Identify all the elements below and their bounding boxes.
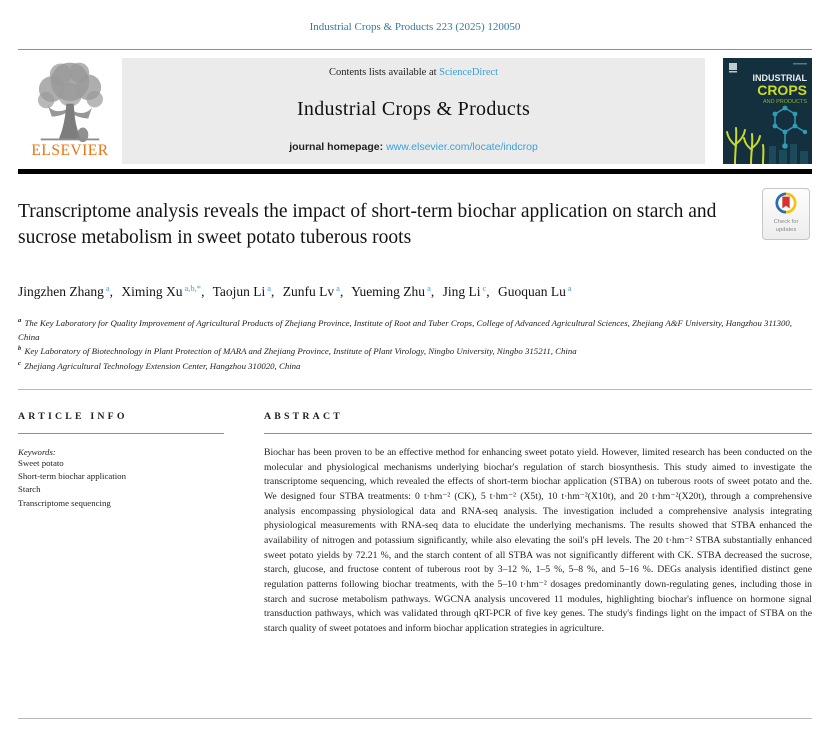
check-for-updates-badge[interactable] [762, 188, 810, 240]
affiliation-text: The Key Laboratory for Quality Improvement of Agricultural Products of Zhejiang Province, Institute of Root and Tuber Crops, College of Advanced Agricultural Sciences, Zhejiang A&F University, Hangzhou 311300, China [18, 317, 792, 342]
keyword: Transcriptome sequencing [18, 497, 111, 508]
info-abstract-section [18, 411, 812, 636]
author-separator: , [109, 284, 114, 300]
cover-title-line1: INDUSTRIAL [752, 73, 807, 83]
journal-name: Industrial Crops & Products [296, 98, 531, 120]
elsevier-logo [18, 58, 122, 164]
elsevier-wordmark: ELSEVIER [31, 142, 109, 159]
author-affiliation-sup: a [336, 282, 340, 293]
author-separator: , [271, 284, 275, 300]
cover-publisher-mark [729, 63, 737, 73]
affiliation-sup: c [18, 360, 21, 368]
keyword: Short-term biochar application [18, 471, 126, 482]
author [351, 284, 434, 299]
keyword: Starch [18, 484, 41, 495]
journal-cover-thumbnail [723, 58, 812, 164]
abstract-rule [264, 433, 812, 434]
author-name: Jingzhen Zhang [18, 284, 104, 300]
contents-line [329, 67, 498, 78]
author-separator: , [430, 284, 435, 300]
author [498, 284, 572, 299]
keywords-label: Keywords: [18, 447, 56, 458]
author [121, 284, 204, 299]
author-affiliation-sup: a [105, 282, 110, 293]
homepage-link[interactable]: www.elsevier.com/locate/indcrop [386, 141, 538, 153]
crossmark-label-line2: updates [775, 226, 797, 233]
sciencedirect-link[interactable]: ScienceDirect [439, 67, 499, 78]
masthead-divider [18, 169, 812, 174]
elsevier-tree-icon [24, 58, 116, 144]
title-section [18, 199, 812, 250]
page-bottom-divider [18, 718, 812, 719]
top-divider [18, 49, 812, 50]
author-separator: , [201, 284, 205, 300]
author-name: Yueming Zhu [351, 284, 426, 300]
homepage-label: journal homepage: [289, 141, 384, 153]
author-list [18, 280, 698, 304]
author-name: Zunfu Lv [282, 284, 335, 300]
author [283, 284, 344, 299]
author-affiliation-sup: a [427, 282, 431, 293]
article-title: Transcriptome analysis reveals the impact of short-term biochar application on starch and sucrose metabolism in sweet potato tuberous roots [18, 201, 717, 248]
affiliations [18, 316, 808, 374]
affiliation-sup: b [18, 345, 22, 353]
crossmark-label [765, 219, 807, 235]
author-affiliation-sup: c [482, 282, 487, 293]
author [443, 284, 490, 299]
affiliation-sup: a [18, 316, 22, 324]
article-first-page [0, 21, 835, 636]
affiliation-line [18, 316, 808, 345]
masthead [18, 58, 812, 164]
abstract-text: Biochar has been proven to be an effective method for enhancing sweet potato yield. However, limited research has been conducted on the molecular and physiological mechanisms underlying biochar's regulation of starch biosynthesis. This study aimed to investigate the transcriptome sequencing, which revealed the effects of short-term biochar application (STBA) on tuberous roots of sweet potato and the. We designed four STBA treatments: 0 t·hm⁻² (CK), 5 t·hm⁻² (X5t), 10 t·hm⁻²(X10t), and 20 t·hm⁻²(X20t), through a comprehensive analysis encompassing physiological data and RNA-seq analysis. The investigation included a comprehensive analysis integrating physiological measurements with RNA-seq data to elucidate the underlying mechanisms. The results showed that STBA enhanced the availability of nitrogen and potassium significantly, while also elevating the soil's pH levels. The 20 t·hm⁻² STBA substantially enhanced sweet potato yields by 72.21 %, and the starch content of all STBA was not significantly different with CK. STBA decreased the sucrose, starch, glucose, and fructose content of tuberous root by 3–12 %, 1–5 %, 5–8 %, and 5–16 %. DEGs analysis identified distinct gene regulation patterns following biochar treatments, with the 5–10 t·hm⁻² dosages predominantly down-regulating genes, including those in starch and sucrose metabolism pathways. WGCNA analysis uncovered 11 modules, highlighting biochar's influence on hormone signal transduction pathways, which was validated through qRT-PCR of five key genes. The study's findings light on the impact of STBA on the starch quality of sweet potatoes and inform biochar application strategies in agriculture. [264, 447, 812, 634]
keyword: Sweet potato [18, 458, 64, 469]
abstract-column [264, 411, 812, 636]
author-affiliation-sup: a [267, 282, 272, 293]
abstract-heading: ABSTRACT [264, 411, 343, 423]
author-name: Ximing Xu [121, 284, 183, 300]
author-name: Guoquan Lu [498, 284, 566, 300]
author-name: Taojun Li [212, 284, 266, 300]
cover-title-line2: CROPS [757, 82, 807, 98]
contents-prefix: Contents lists available at [328, 67, 437, 78]
cover-title-line3: AND PRODUCTS [762, 99, 807, 105]
author [18, 284, 113, 299]
journal-citation: Industrial Crops & Products 223 (2025) 120050 [309, 21, 521, 33]
article-info-heading: ARTICLE INFO [18, 411, 128, 423]
section-divider [18, 389, 812, 390]
article-info-rule [18, 433, 224, 434]
author-separator: , [339, 284, 344, 300]
article-info-column [18, 411, 236, 636]
author-affiliation-sup: a [567, 282, 572, 293]
crossmark-icon [775, 192, 797, 214]
affiliation-text: Zhejiang Agricultural Technology Extension Center, Hangzhou 310020, China [24, 361, 301, 372]
affiliation-line [18, 359, 808, 374]
journal-banner [122, 58, 705, 164]
author [213, 284, 275, 299]
homepage-line [289, 141, 538, 153]
affiliation-text: Key Laboratory of Biotechnology in Plant Protection of MARA and Zhejiang Province, Institute of Plant Virology, Ningbo University, Ningbo 315211, China [24, 346, 577, 357]
author-separator: , [486, 284, 490, 300]
author-affiliation-sup: a,b,* [184, 282, 202, 293]
affiliation-line [18, 344, 808, 359]
crossmark-label-line1: Check for [773, 219, 799, 225]
author-name: Jing Li [442, 284, 481, 300]
